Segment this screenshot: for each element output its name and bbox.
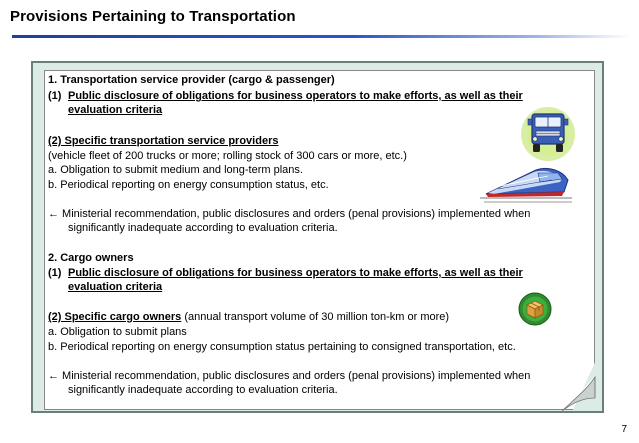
section1-item2-a: a. Obligation to submit medium and long-term plans.: [48, 164, 303, 176]
section1-recommend-line2: significantly inadequate according to evaluation criteria.: [68, 222, 338, 234]
section1-item1-text-line1: Public disclosure of obligations for business operators to make efforts, as well as their: [68, 90, 523, 102]
slide-title: Provisions Pertaining to Transportation: [10, 8, 296, 25]
section1-item2-b: b. Periodical reporting on energy consumption status, etc.: [48, 179, 329, 191]
section1-item2-note: (vehicle fleet of 200 trucks or more; rolling stock of 300 cars or more, etc.): [48, 150, 407, 162]
title-underline: [12, 35, 630, 38]
section2-item1-text-line1: Public disclosure of obligations for business operators to make efforts, as well as their: [68, 267, 523, 279]
section1-recommend-line1: ← Ministerial recommendation, public disclosures and orders (penal provisions) implemented when: [48, 208, 531, 220]
section2-item2-note: (annual transport volume of 30 million ton-km or more): [181, 311, 450, 323]
section2-item2-a: a. Obligation to submit plans: [48, 326, 187, 338]
section2-item2-row: [48, 311, 449, 324]
section2-item1-number: (1): [48, 267, 62, 279]
page-curl-decoration: [560, 376, 596, 412]
train-icon: [478, 164, 574, 206]
truck-icon: [520, 104, 576, 162]
section1-item2-heading: (2) Specific transportation service providers: [48, 135, 279, 147]
section1-heading: 1. Transportation service provider (cargo & passenger): [48, 74, 335, 86]
section2-item2-heading: (2) Specific cargo owners: [48, 311, 182, 323]
package-icon: [518, 292, 552, 326]
page-number: 7: [621, 424, 627, 435]
section2-item1-text-line2: evaluation criteria: [68, 281, 163, 293]
section2-item2-b: b. Periodical reporting on energy consumption status pertaining to consigned transportation, etc.: [48, 341, 516, 353]
section2-recommend-line2: significantly inadequate according to evaluation criteria.: [68, 384, 338, 396]
section2-heading: 2. Cargo owners: [48, 252, 134, 264]
content-paper: [44, 70, 595, 410]
section2-recommend-line1: ← Ministerial recommendation, public disclosures and orders (penal provisions) implemented when: [48, 370, 531, 382]
section1-item1-text-line2: evaluation criteria: [68, 104, 163, 116]
section1-item1-number: (1): [48, 90, 62, 102]
